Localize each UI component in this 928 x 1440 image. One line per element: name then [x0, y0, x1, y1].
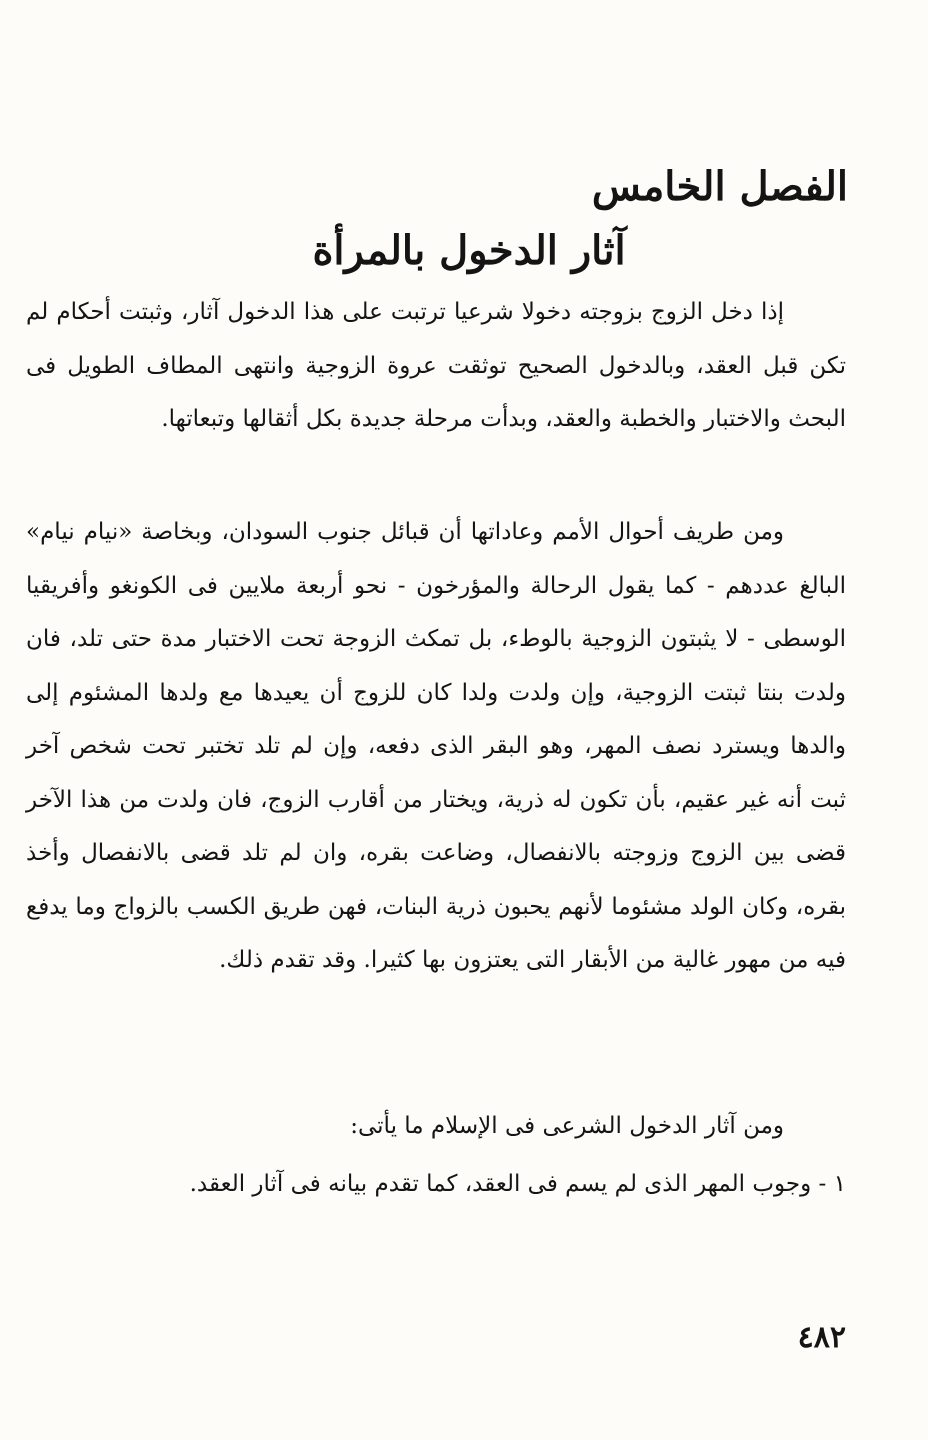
chapter-title: الفصل الخامس — [591, 163, 848, 210]
section-title: آثار الدخول بالمرأة — [312, 227, 626, 274]
paragraph-2: ومن طريف أحوال الأمم وعاداتها أن قبائل جنوب السودان، وبخاصة «نيام نيام» البالغ عددهم - كما يقول الرحالة والمؤرخون - نحو أربعة ملايين فى الكونغو وأفريقيا الوسطى - لا يثبتون الزوجية بالوطء، بل تمكث الزوجة تحت الاختبار مدة حتى تلد، فان ولدت بنتا ثبتت الزوجية، وإن ولدت ولدا كان للزوج أن يعيدها مع ولدها المشئوم إلى والدها ويسترد نصف المهر، وهو البقر الذى دفعه، وإن لم تلد تختبر تحت شخص آخر ثبت أنه غير عقيم، بأن تكون له ذرية، ويختار من أقارب الزوج، فان ولدت من هذا الآخر قضى بين الزوج وزوجته بالانفصال، وضاعت بقره، وان لم تلد قضى بالانفصال وأخذ بقره، وكان الولد مشئوما لأنهم يحبون ذرية البنات، فهن طريق الكسب بالزواج وما يدفع فيه من مهور غالية من الأبقار التى يعتزون بها كثيرا. وقد تقدم ذلك. — [26, 519, 846, 973]
paragraph-1: إذا دخل الزوج بزوجته دخولا شرعيا ترتبت على هذا الدخول آثار، وثبتت أحكام لم تكن قبل العقد، وبالدخول الصحيح توثقت عروة الزوجية وانتهى المطاف الطويل فى البحث والاختبار والخطبة والعقد، وبدأت مرحلة جديدة بكل أثقالها وتبعاتها. — [26, 299, 846, 432]
paragraph-3: ومن آثار الدخول الشرعى فى الإسلام ما يأتى: — [350, 1113, 784, 1139]
list-item-1: ١ - وجوب المهر الذى لم يسم فى العقد، كما تقدم بيانه فى آثار العقد. — [189, 1171, 846, 1197]
page-number: ٤٨٢ — [797, 1320, 846, 1355]
